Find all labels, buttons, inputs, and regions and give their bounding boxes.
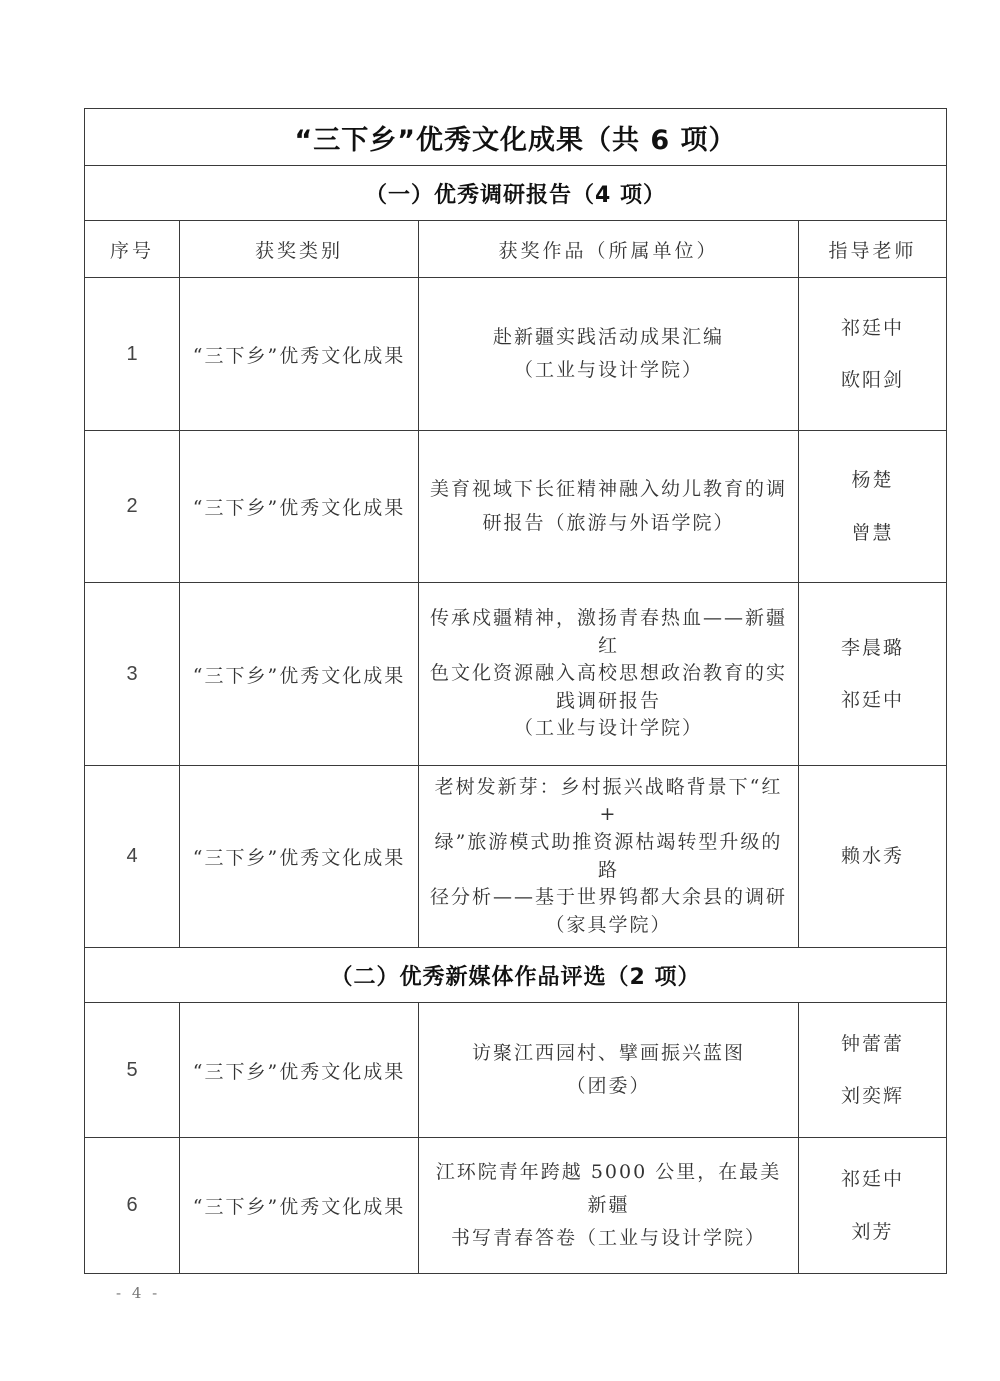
row-category: “三下乡”优秀文化成果 [180,431,419,583]
teacher-name: 曾慧 [851,521,894,544]
teacher-name: 祁廷中 [841,1168,905,1191]
table-row [85,431,947,583]
row-teachers [799,583,947,766]
row-teachers [799,766,947,948]
work-line: 美育视域下长征精神融入幼儿教育的调 [429,478,787,501]
row-work [419,1003,799,1138]
table-row [85,766,947,948]
row-index: 2 [85,431,180,583]
header-row [85,221,947,278]
row-work [419,766,799,948]
section-heading: （一）优秀调研报告（4 项） [85,166,947,221]
row-category: “三下乡”优秀文化成果 [180,766,419,948]
teacher-name: 祁廷中 [841,316,905,339]
row-category: “三下乡”优秀文化成果 [180,1138,419,1274]
row-work [419,1138,799,1274]
title-row [85,109,947,166]
work-line: 赴新疆实践活动成果汇编 [492,325,724,348]
row-work [419,431,799,583]
table-row [85,1003,947,1138]
row-index: 4 [85,766,180,948]
teacher-name: 欧阳剑 [841,369,905,391]
row-index: 1 [85,278,180,431]
work-line: （工业与设计学院） [513,717,703,740]
row-category: “三下乡”优秀文化成果 [180,1003,419,1138]
row-index: 3 [85,583,180,766]
work-line: （团委） [566,1075,651,1097]
teacher-name: 刘芳 [851,1220,894,1243]
awards-table [84,108,947,1274]
row-work [419,278,799,431]
row-teachers [799,1003,947,1138]
table-row [85,583,947,766]
work-line: 径分析——基于世界钨都大余县的调研 [429,886,787,909]
work-line: 绿”旅游模式助推资源枯竭转型升级的路 [434,830,783,881]
work-line: （工业与设计学院） [513,359,703,381]
row-teachers [799,431,947,583]
row-category: “三下乡”优秀文化成果 [180,583,419,766]
teacher-name: 赖水秀 [841,845,905,868]
work-line: 老树发新芽：乡村振兴战略背景下“红+ [434,775,783,826]
section-row [85,166,947,221]
header-teacher: 指导老师 [799,221,947,278]
section-heading: （二）优秀新媒体作品评选（2 项） [85,948,947,1003]
teacher-name: 刘奕辉 [841,1085,905,1107]
teacher-name: 杨楚 [851,469,894,492]
row-index: 5 [85,1003,180,1138]
row-category: “三下乡”优秀文化成果 [180,278,419,431]
header-index: 序号 [85,221,180,278]
table-row [85,1138,947,1274]
work-line: 访聚江西园村、擘画振兴蓝图 [471,1041,745,1064]
work-line: （家具学院） [545,913,672,936]
work-line: 践调研报告 [555,689,661,712]
teacher-name: 祁廷中 [841,689,905,711]
work-line: 书写青春答卷（工业与设计学院） [450,1227,766,1250]
row-teachers [799,278,947,431]
row-work [419,583,799,766]
work-line: 色文化资源融入高校思想政治教育的实 [429,662,787,685]
row-teachers [799,1138,947,1274]
header-category: 获奖类别 [180,221,419,278]
teacher-name: 李晨璐 [841,636,905,659]
table-row [85,278,947,431]
row-index: 6 [85,1138,180,1274]
header-work: 获奖作品（所属单位） [419,221,799,278]
section-row [85,948,947,1003]
work-line: 江环院青年跨越 5000 公里，在最美新疆 [435,1160,782,1216]
table-title: “三下乡”优秀文化成果（共 6 项） [85,109,947,166]
teacher-name: 钟蕾蕾 [841,1032,905,1055]
work-line: 研报告（旅游与外语学院） [482,511,735,534]
work-line: 传承戍疆精神，激扬青春热血——新疆红 [429,607,787,657]
page-number: - 4 - [116,1284,161,1302]
